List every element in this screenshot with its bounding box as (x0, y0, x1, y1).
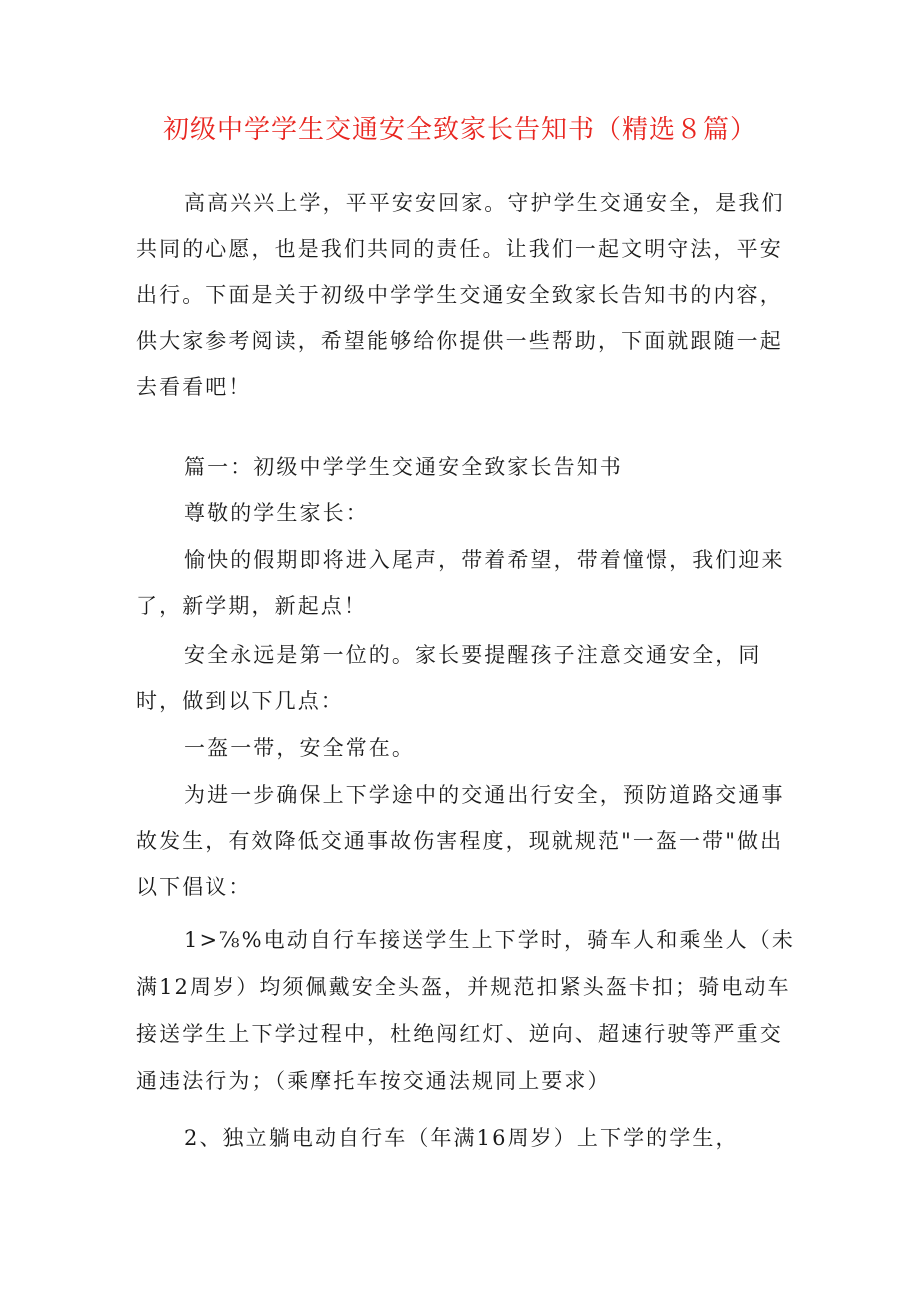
paragraph-item-2: 2、独立躺电动自行车（年满16周岁）上下学的学生， (184, 1126, 739, 1150)
paragraph-safety-first: 安全永远是第一位的。家长要提醒孩子注意交通安全，同时，做到以下几点： (136, 643, 762, 713)
intro-paragraph: 高高兴兴上学，平平安安回家。守护学生交通安全，是我们共同的心愿，也是我们共同的责任。让我们一起文明守法，平安出行。下面是关于初级中学学生交通安全致家长告知书的内容，供大家参考阅读，希望能够给你提供一些帮助，下面就跟随一起去看看吧！ (136, 191, 785, 399)
paragraph-holiday: 愉快的假期即将进入尾声，带着希望，带着憧憬，我们迎来了，新学期，新起点！ (136, 548, 785, 618)
section-heading: 篇一：初级中学学生交通安全致家长告知书 (184, 455, 623, 479)
paragraph-slogan: 一盔一带，安全常在。 (184, 736, 415, 760)
document-title: 初级中学学生交通安全致家长告知书（精选８篇） (162, 115, 757, 145)
salutation: 尊敬的学生家长： (184, 501, 369, 525)
paragraph-item-1: 1>⅞%电动自行车接送学生上下学时，骑车人和乘坐人（未满12周岁）均须佩戴安全头盔，并规范扣紧头盔卡扣；骑电动车接送学生上下学过程中，杜绝闯红灯、逆向、超速行驶等严重交通违法行为；（乘摩托车按交通法规同上要求） (136, 928, 795, 1093)
paragraph-initiative: 为进一步确保上下学途中的交通出行安全，预防道路交通事故发生，有效降低交通事故伤害程度，现就规范"一盔一带"做出以下倡议： (136, 783, 785, 899)
